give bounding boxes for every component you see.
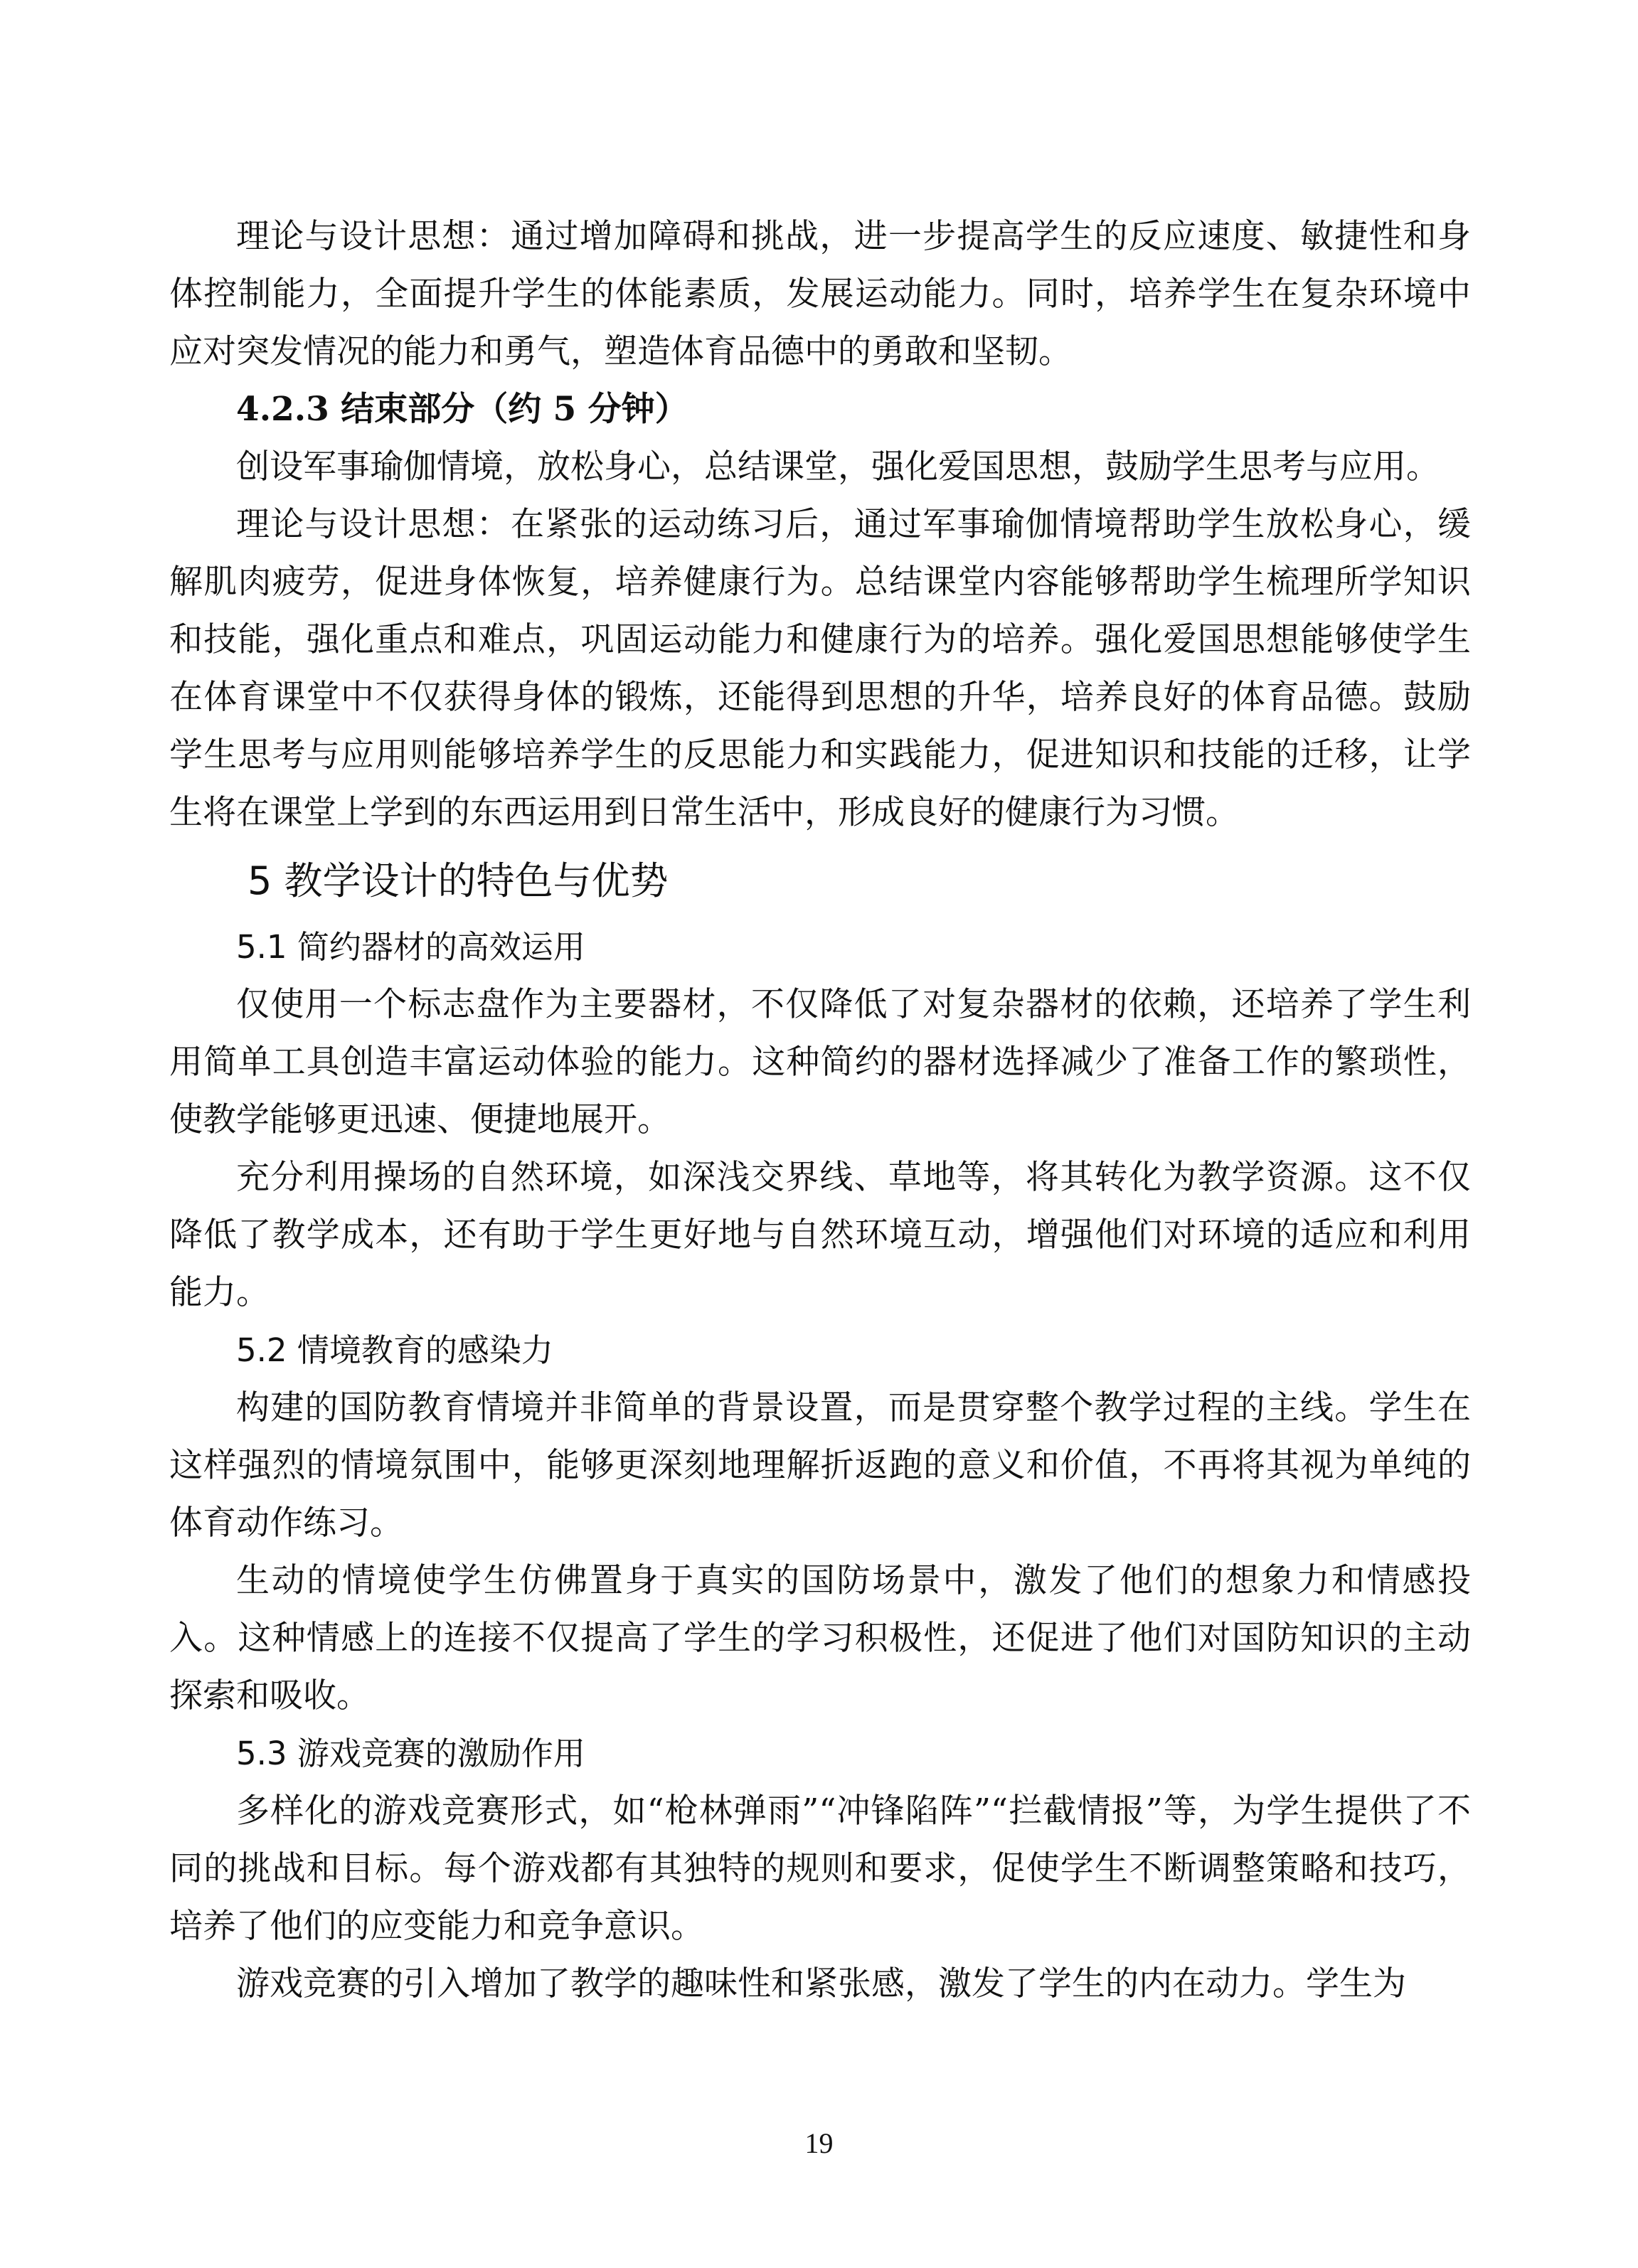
heading-5-1: 5.1 简约器材的高效运用: [236, 928, 585, 966]
paragraph-environment: 充分利用操场的自然环境，如深浅交界线、草地等，将其转化为教学资源。这不仅降低了教学成本，还有助于学生更好地与自然环境互动，增强他们对环境的适应和利用能力。: [169, 1158, 1471, 1312]
paragraph-theory-design: 理论与设计思想：通过增加障碍和挑战，进一步提高学生的反应速度、敏捷性和身体控制能力，全面提升学生的体能素质，发展运动能力。同时，培养学生在复杂环境中应对突发情况的能力和勇气，塑造体育品德中的勇敢和坚韧。: [169, 217, 1471, 371]
paragraph-ending-theory: 理论与设计思想：在紧张的运动练习后，通过军事瑜伽情境帮助学生放松身心，缓解肌肉疲劳，促进身体恢复，培养健康行为。总结课堂内容能够帮助学生梳理所学知识和技能，强化重点和难点，巩固运动能力和健康行为的培养。强化爱国思想能够使学生在体育课堂中不仅获得身体的锻炼，还能得到思想的升华，培养良好的体育品德。鼓励学生思考与应用则能够培养学生的反思能力和实践能力，促进知识和技能的迁移，让学生将在课堂上学到的东西运用到日常生活中，形成良好的健康行为习惯。: [169, 505, 1471, 832]
heading-4-2-3: 4.2.3 结束部分（约 5 分钟）: [236, 390, 688, 429]
heading-5-3: 5.3 游戏竞赛的激励作用: [236, 1735, 585, 1772]
page-body: [169, 208, 1471, 2013]
heading-5-2: 5.2 情境教育的感染力: [236, 1331, 553, 1369]
paragraph-game-motivation: 游戏竞赛的引入增加了教学的趣味性和紧张感，激发了学生的内在动力。学生为: [236, 1964, 1406, 2003]
paragraph-ending-summary: 创设军事瑜伽情境，放松身心，总结课堂，强化爱国思想，鼓励学生思考与应用。: [236, 447, 1440, 486]
paragraph-scenario-emotion: 生动的情境使学生仿佛置身于真实的国防场景中，激发了他们的想象力和情感投入。这种情感上的连接不仅提高了学生的学习积极性，还促进了他们对国防知识的主动探索和吸收。: [169, 1561, 1471, 1715]
page-number: 19: [804, 2127, 834, 2159]
paragraph-game-forms: 多样化的游戏竞赛形式，如“枪林弹雨”“冲锋陷阵”“拦截情报”等，为学生提供了不同的挑战和目标。每个游戏都有其独特的规则和要求，促使学生不断调整策略和技巧，培养了他们的应变能力和竞争意识。: [169, 1791, 1471, 1946]
paragraph-scenario-mainline: 构建的国防教育情境并非简单的背景设置，而是贯穿整个教学过程的主线。学生在这样强烈的情境氛围中，能够更深刻地理解折返跑的意义和价值，不再将其视为单纯的体育动作练习。: [169, 1388, 1471, 1543]
paragraph-equipment: 仅使用一个标志盘作为主要器材，不仅降低了对复杂器材的依赖，还培养了学生利用简单工具创造丰富运动体验的能力。这种简约的器材选择减少了准备工作的繁琐性，使教学能够更迅速、便捷地展开。: [169, 985, 1471, 1139]
heading-section-5: 5 教学设计的特色与优势: [248, 858, 669, 903]
